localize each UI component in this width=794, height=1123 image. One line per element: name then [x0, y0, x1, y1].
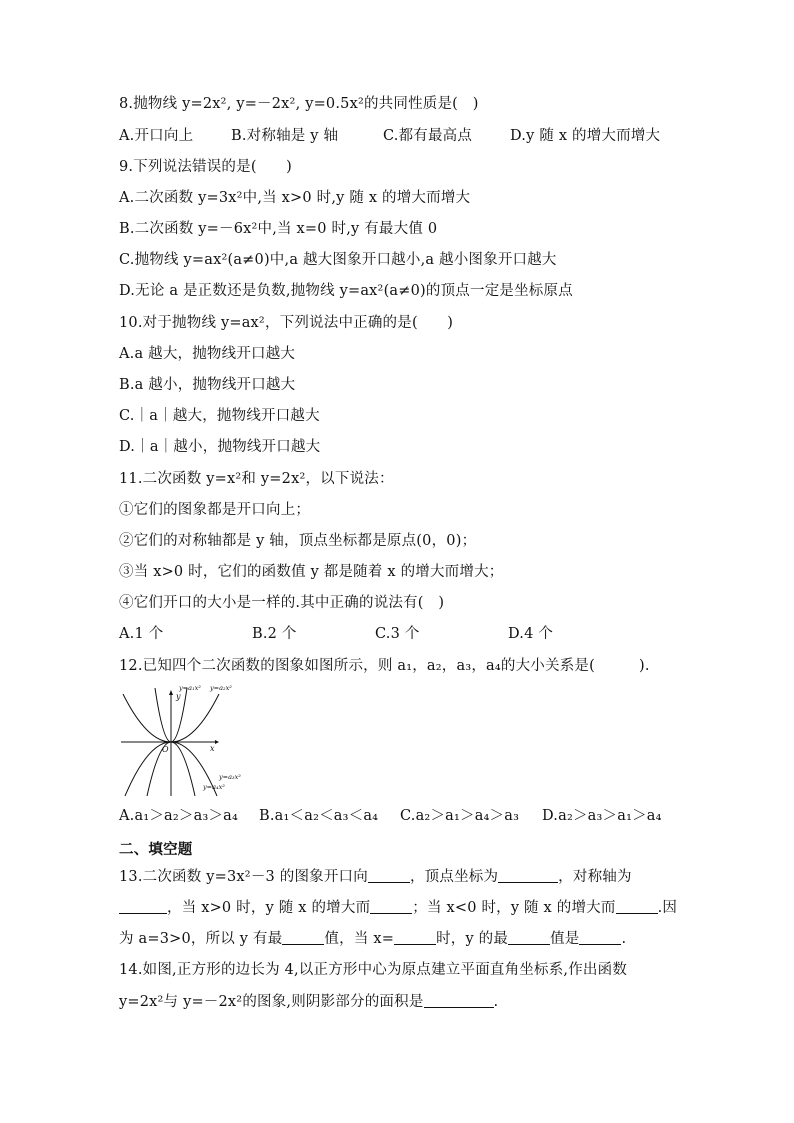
- q13-blank-x: [394, 930, 436, 945]
- q13-blank-type: [508, 930, 550, 945]
- q14-line-1: 14.如图,正方形的边长为 4,以正方形中心为原点建立平面直角坐标系,作出函数: [119, 962, 628, 978]
- q9-option-d: D.无论 a 是正数还是负数,抛物线 y=ax²(a≠0)的顶点一定是坐标原点: [119, 283, 573, 299]
- q13-text-1: 13.二次函数 y=3x²－3 的图象开口向: [119, 869, 368, 885]
- q12-option-c: C.a₂＞a₁＞a₄＞a₃: [400, 808, 520, 824]
- q14-blank-area: [424, 993, 494, 1008]
- q10-option-c: C.｜a｜越大，抛物线开口越大: [119, 408, 320, 424]
- q12-option-a: A.a₁＞a₂＞a₃＞a₄: [119, 808, 239, 824]
- q11-stem: 11.二次函数 y=x²和 y=2x²，以下说法：: [119, 471, 394, 487]
- q13-blank-decrease: [616, 899, 658, 914]
- q13-text-9: 时，y 的最: [436, 931, 509, 947]
- curve-label-a4: y=a₄x²: [203, 783, 225, 791]
- q13-blank-axis: [119, 899, 167, 914]
- q9-option-c: C.抛物线 y=ax²(a≠0)中,a 越大图象开口越小,a 越小图象开口越大: [119, 252, 557, 268]
- q13-text-2: ，顶点坐标为: [409, 869, 499, 885]
- q11-option-a: A.1 个: [119, 626, 164, 642]
- q12-option-b: B.a₁＜a₂＜a₃＜a₄: [259, 808, 379, 824]
- parabola-figure: [119, 680, 249, 798]
- q13-text-4: ，当 x>0 时，y 随 x 的增大而: [167, 900, 371, 916]
- q11-options: [119, 624, 679, 644]
- q10-option-d: D.｜a｜越小，抛物线开口越大: [119, 439, 321, 455]
- q11-option-b: B.2 个: [252, 626, 297, 642]
- x-axis-label: x: [210, 744, 215, 753]
- q8-stem: 8.抛物线 y=2x², y=－2x², y=0.5x²的共同性质是( ): [119, 96, 479, 112]
- q9-option-b: B.二次函数 y=－6x²中,当 x=0 时,y 有最大值 0: [119, 221, 438, 237]
- q13-text-3: ，对称轴为: [558, 869, 632, 885]
- q11-statement-1: ①它们的图象都是开口向上；: [119, 502, 311, 518]
- q12-stem: 12.已知四个二次函数的图象如图所示，则 a₁，a₂，a₃，a₄的大小关系是( ).: [119, 658, 650, 674]
- q14-line-2: [119, 992, 498, 1012]
- q12-options: [119, 806, 699, 826]
- q8-option-b: B.对称轴是 y 轴: [231, 128, 339, 144]
- q8-option-a: A.开口向上: [119, 128, 194, 144]
- q11-statement-4: ④它们开口的大小是一样的.其中正确的说法有( ): [119, 595, 445, 611]
- q13-blank-extreme: [282, 930, 324, 945]
- q13-blank-vertex: [498, 868, 558, 883]
- q8-option-c: C.都有最高点: [383, 128, 473, 144]
- q13-line-1: [119, 867, 632, 887]
- q13-blank-increase: [370, 899, 412, 914]
- q13-blank-opening: [368, 868, 410, 883]
- q11-statement-2: ②它们的对称轴都是 y 轴，顶点坐标都是原点(0，0)；: [119, 533, 477, 549]
- q13-text-10: 值是: [550, 931, 580, 947]
- q8-option-d: D.y 随 x 的增大而增大: [510, 128, 661, 144]
- curve-label-a2: y=a₂x²: [210, 684, 232, 692]
- q13-text-7: 为 a=3>0，所以 y 有最: [119, 931, 283, 947]
- q11-statement-3: ③当 x>0 时，它们的函数值 y 都是随着 x 的增大而增大；: [119, 564, 504, 580]
- curve-label-a1: y=a₁x²: [179, 684, 201, 692]
- q11-option-c: C.3 个: [375, 626, 420, 642]
- q13-text-6: .因: [657, 900, 678, 916]
- q13-text-11: .: [621, 931, 627, 947]
- q8-options: [119, 126, 679, 146]
- q13-text-8: 值，当 x=: [324, 931, 395, 947]
- q10-option-b: B.a 越小，抛物线开口越大: [119, 377, 296, 393]
- q9-option-a: A.二次函数 y=3x²中,当 x>0 时,y 随 x 的增大而增大: [119, 190, 471, 206]
- origin-label: O: [162, 745, 169, 754]
- q13-line-3: [119, 929, 626, 949]
- y-axis-label: y: [176, 692, 181, 701]
- q13-blank-value: [579, 930, 621, 945]
- q13-text-5: ；当 x<0 时，y 随 x 的增大而: [412, 900, 616, 916]
- q14-text-1: y=2x²与 y=－2x²的图象,则阴影部分的面积是: [119, 994, 424, 1010]
- q10-option-a: A.a 越大，抛物线开口越大: [119, 346, 296, 362]
- q11-option-d: D.4 个: [508, 626, 554, 642]
- curve-label-a3: y=a₃x²: [219, 773, 241, 781]
- q10-stem: 10.对于抛物线 y=ax²，下列说法中正确的是( ): [119, 315, 454, 331]
- section-title: 二、填空题: [119, 842, 193, 858]
- q14-text-2: .: [493, 994, 499, 1010]
- q12-option-d: D.a₂＞a₃＞a₁＞a₄: [542, 808, 662, 824]
- y-axis-arrow: [169, 690, 173, 695]
- x-axis-arrow: [215, 740, 219, 744]
- q13-line-2: [119, 898, 677, 918]
- q9-stem: 9.下列说法错误的是( ): [119, 159, 292, 175]
